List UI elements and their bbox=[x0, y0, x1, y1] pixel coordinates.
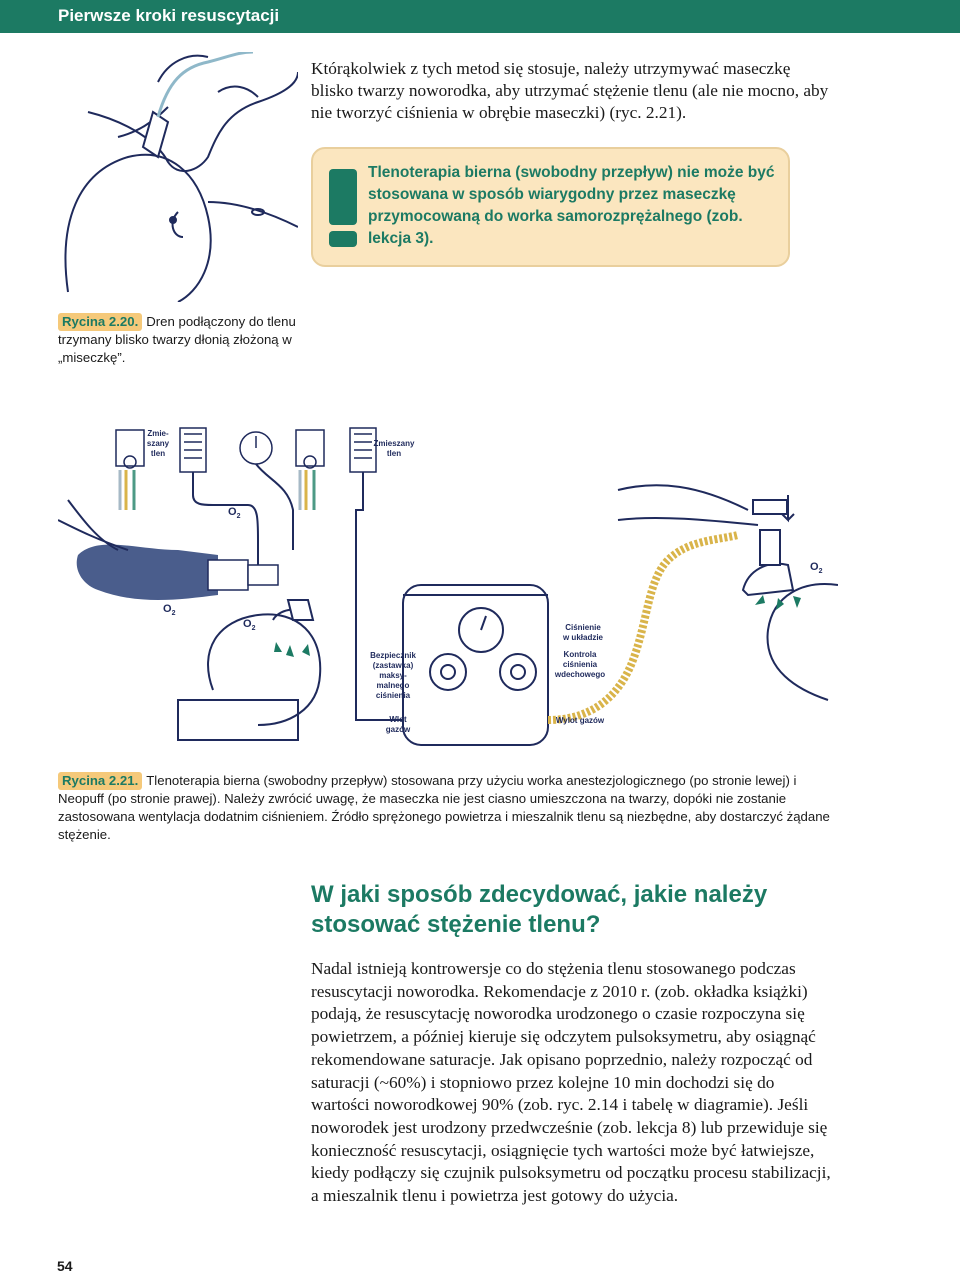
figure-2-20-label: Rycina 2.20. bbox=[58, 313, 142, 331]
figure-2-21-label: Rycina 2.21. bbox=[58, 772, 142, 790]
label-o2-3: $O_2$ bbox=[243, 618, 256, 632]
label-gas-outlet: Wylot gazów bbox=[555, 716, 605, 725]
header-title: Pierwsze kroki resuscytacji bbox=[58, 6, 280, 25]
label-mixed-oxygen-right: Zmieszany tlen bbox=[373, 439, 415, 458]
page-header bbox=[0, 0, 960, 33]
alert-text: Tlenoterapia bierna (swobodny przepływ) nie może być stosowana w sposób wiarygodny przez maseczkę przymocowaną do worka samorozprężalnego (zob. lekcja 3). bbox=[368, 164, 775, 247]
label-gas-inlet: Wlot gazów bbox=[385, 715, 411, 734]
figure-2-21-illustration bbox=[58, 420, 838, 765]
figure-2-20-caption bbox=[58, 313, 298, 367]
label-o2-1: $O_2$ bbox=[228, 506, 241, 520]
label-peep-control: Kontrola ciśnienia wdechowego bbox=[554, 650, 606, 679]
figure-2-21-caption bbox=[58, 772, 838, 844]
figure-2-20-caption-text: Dren podłączony do tlenu trzymany blisko twarzy dłonią złożoną w „miseczkę”. bbox=[58, 314, 296, 365]
alert-box bbox=[311, 147, 790, 267]
section-heading: W jaki sposób zdecydować, jakie należy stosować stężenie tlenu? bbox=[311, 881, 768, 938]
label-safety-valve: Bezpiecznik (zastawka) maksy-malnego ciśnienia bbox=[370, 651, 416, 700]
label-mixed-oxygen-left: Zmie-szany tlen bbox=[146, 429, 170, 458]
exclamation-icon bbox=[325, 167, 361, 249]
label-o2-2: $O_2$ bbox=[163, 603, 176, 617]
label-system-pressure: Ciśnienie w układzie bbox=[562, 623, 604, 642]
label-o2-4: $O_2$ bbox=[810, 561, 823, 575]
section-paragraph: Nadal istnieją kontrowersje co do stężenia tlenu stosowanego podczas resuscytacji noworodka. Rekomendacje z 2010 r. (zob. okładka książki) podają, że resuscytację noworodka urodzonego o czasie rozpoczyna się powietrzem, a później kieruje się odczytem pulsoksymetru, aby osiągnąć rekomendowane saturacje. Jak opisano poprzednio, należy rozpocząć od saturacji (~60%) i stopniowo przez kolejne 10 min dochodzi się do wartości noworodkowej 90% (zob. ryc. 2.14 i tabelę w diagramie). Jeśli noworodek jest urodzony przedwcześnie (zob. lekcja 8) lub przewiduje się konieczność resuscytacji, osiągnięcie tych wartości może być łatwiejsze, kiedy podłączy się czujnik pulsoksymetru od początku procesu stabilizacji, a mieszalnik tlenu i powietrza jest gotowy do użycia. bbox=[311, 959, 831, 1206]
intro-paragraph: Którąkolwiek z tych metod się stosuje, należy utrzymywać maseczkę blisko twarzy noworodka, aby utrzymać stężenie tlenu (ale nie mocno, aby nie tworzyć ciśnienia w obrębie maseczki) (ryc. 2.21). bbox=[311, 59, 829, 122]
figure-2-20-illustration bbox=[58, 52, 298, 302]
page-number: 54 bbox=[57, 1258, 73, 1274]
figure-2-21-caption-text: Tlenoterapia bierna (swobodny przepływ) stosowana przy użyciu worka anestezjologicznego (po stronie lewej) i Neopuff (po stronie prawej). Należy zwrócić uwagę, że maseczka nie jest ciasno umieszczona na twarzy, dopóki nie zostanie zastosowana wentylacja dodatnim ciśnieniem. Źródło sprężonego powietrza i mieszalnik tlenu są niezbędne, aby dostarczyć żądane stężenie. bbox=[58, 773, 830, 842]
